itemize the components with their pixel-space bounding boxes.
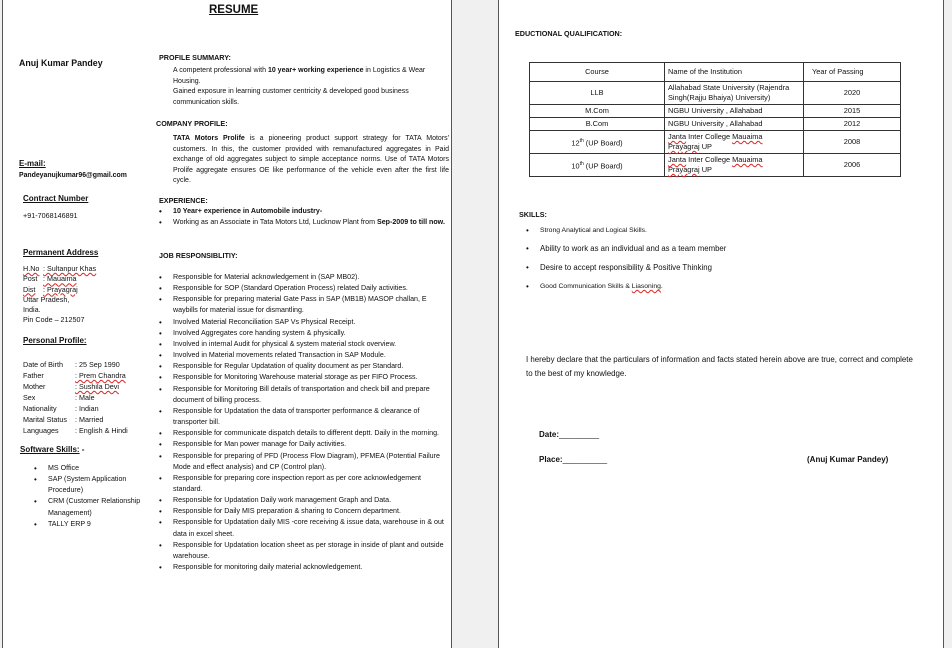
list-item: • CRM (Customer Relationship Management)	[33, 496, 151, 518]
table-header-row	[530, 63, 901, 82]
skills-title: SKILLS:	[519, 210, 547, 219]
col-institution: Name of the Institution	[665, 63, 804, 82]
list-item: • Responsible for Daily MIS preparation & sharing to Concern department.	[158, 506, 450, 517]
personal-profile-list: Date of Birth : 25 Sep 1990 Father : Prem Chandra Mother : Sushila Devi Sex : Male Nationality : Indian Marital Status : Married Languages : English & Hindi	[23, 360, 128, 435]
list-item: • Responsible for preparing material Gate Pass in SAP (MB1B) MASOP challan, E waybills for material issue for dismantling.	[158, 294, 450, 316]
address-label: Permanent Address	[23, 248, 99, 257]
list-item: • Responsible for monitoring daily material acknowledgement.	[158, 562, 450, 573]
list-item: • Responsible for Updatation daily MIS -core receiving & issue data, warehouse in & out data in excel sheet.	[158, 517, 450, 539]
signature-name: (Anuj Kumar Pandey)	[807, 455, 889, 464]
list-item: • Involved Material Reconciliation SAP Vs Physical Receipt.	[158, 317, 450, 328]
education-title: EDUCTIONAL QUALIFICATION:	[515, 29, 623, 38]
place-line: Place:__________	[539, 455, 608, 464]
list-item: • Responsible for preparing core inspection report as per core acknowledgement standard.	[158, 473, 450, 495]
software-skills-list	[33, 463, 151, 530]
date-line: Date:_________	[539, 430, 600, 439]
profile-summary-title: PROFILE SUMMARY:	[159, 53, 231, 62]
list-item: • Involved in internal Audit for physical & system material stock overview.	[158, 339, 450, 350]
list-item: • Responsible for SOP (Standard Operation Process) related Daily activities.	[158, 283, 450, 294]
list-item: • Ability to work as an individual and as a team member	[525, 240, 905, 258]
table-row: LLB Allahabad State University (Rajendra Singh(Rajju Bhaiya) University) 2020	[530, 82, 901, 105]
list-item: • Responsible for Updatation Daily work management Graph and Data.	[158, 495, 450, 506]
address-block: H.No : Sultanpur Khas Post : Mauaima Dist : Prayagraj Uttar Pradesh, India. Pin Code – 212507	[23, 264, 97, 325]
profile-summary-text: A competent professional with 10 year+ working experience in Logistics & Wear Housing. Gained exposure in learning customer centricity & developed good business communication skills.	[173, 67, 426, 106]
list-item: • Responsible for Monitoring Bill details of transportation and check bill and prepare document of billing process.	[158, 384, 450, 406]
list-item: • Involved Aggregates core handing system & physically.	[158, 328, 450, 339]
col-year: Year of Passing	[804, 63, 901, 82]
experience-title: EXPERIENCE:	[159, 196, 208, 205]
list-item: • Working as an Associate in Tata Motors Ltd, Lucknow Plant from Sep-2009 to till now.	[158, 217, 448, 228]
list-item: • Desire to accept responsibility & Positive Thinking	[525, 258, 905, 278]
candidate-name: Anuj Kumar Pandey	[19, 58, 103, 68]
list-item: • SAP (System Application Procedure)	[33, 474, 151, 496]
declaration-text: I hereby declare that the particulars of information and facts stated herein above are true, correct and complete to the best of my knowledge.	[526, 355, 913, 378]
resume-heading: RESUME	[209, 4, 259, 16]
phone-value: +91-7068146891	[23, 211, 78, 220]
list-item: • Responsible for Regular Updatation of quality document as per Standard.	[158, 361, 450, 372]
list-item: • Responsible for communicate dispatch details to different deptt. Daily in the morning.	[158, 428, 450, 439]
company-profile-text: TATA Motors Prolife is a pioneering product support strategy for TATA Motors' customers. In this, the customer provided with remanufactured aggregates in Paid exchange of old aggregates subject to simple acceptance norms. Use of TATA Motors Prolife aggregate ensures OE like performance of the vehicle even after the first life cycle.	[173, 135, 449, 185]
list-item: • Responsible for Monitoring Warehouse material storage as per FIFO Process.	[158, 372, 450, 383]
software-skills-heading: Software Skills: -	[20, 445, 85, 454]
list-item: • Responsible for Updatation location sheet as per storage in inside of plant and outside warehouse.	[158, 540, 450, 562]
list-item: • Responsible for Man power manage for Daily activities.	[158, 439, 450, 450]
table-row: 12th (UP Board) Janta Inter College Mauaima Prayagraj UP 2008	[530, 131, 901, 154]
resume-page-2	[498, 0, 944, 648]
education-table	[529, 62, 901, 177]
email-label: E-mail:	[19, 159, 46, 168]
list-item: • 10 Year+ experience in Automobile industry-	[158, 206, 448, 217]
job-responsibility-title: JOB RESPONSIBLITIY:	[159, 251, 238, 260]
list-item: • Strong Analytical and Logical Skills.	[525, 222, 905, 240]
resume-page-1	[2, 0, 452, 648]
contact-label: Contract Number	[23, 194, 89, 203]
personal-profile-label: Personal Profile:	[23, 336, 87, 345]
list-item: • Good Communication Skills & Liasoning.	[525, 278, 905, 296]
table-row: M.Com NGBU University , Allahabad 2015	[530, 105, 901, 118]
email-value: Pandeyanujkumar96@gmail.com	[19, 172, 127, 179]
table-row: 10th (UP Board) Janta Inter College Mauaima Prayagraj UP 2006	[530, 154, 901, 177]
col-course: Course	[530, 63, 665, 82]
company-profile-title: COMPANY PROFILE:	[156, 119, 228, 128]
list-item: • TALLY ERP 9	[33, 519, 151, 530]
list-item: • Responsible for Updatation the data of transporter performance & clearance of transporter bill.	[158, 406, 450, 428]
list-item: • Responsible for Material acknowledgement in (SAP MB02).	[158, 272, 450, 283]
experience-list	[158, 206, 448, 228]
list-item: • Involved in Material movements related Transaction in SAP Module.	[158, 350, 450, 361]
skills-list	[525, 222, 905, 296]
list-item: • MS Office	[33, 463, 151, 474]
list-item: • Responsible for preparing of PFD (Process Flow Diagram), PFMEA (Potential Failure Mode and effect analysis) and CP (Control plan).	[158, 451, 450, 473]
table-row: B.Com NGBU University , Allahabad 2012	[530, 118, 901, 131]
job-responsibility-list	[158, 272, 450, 573]
